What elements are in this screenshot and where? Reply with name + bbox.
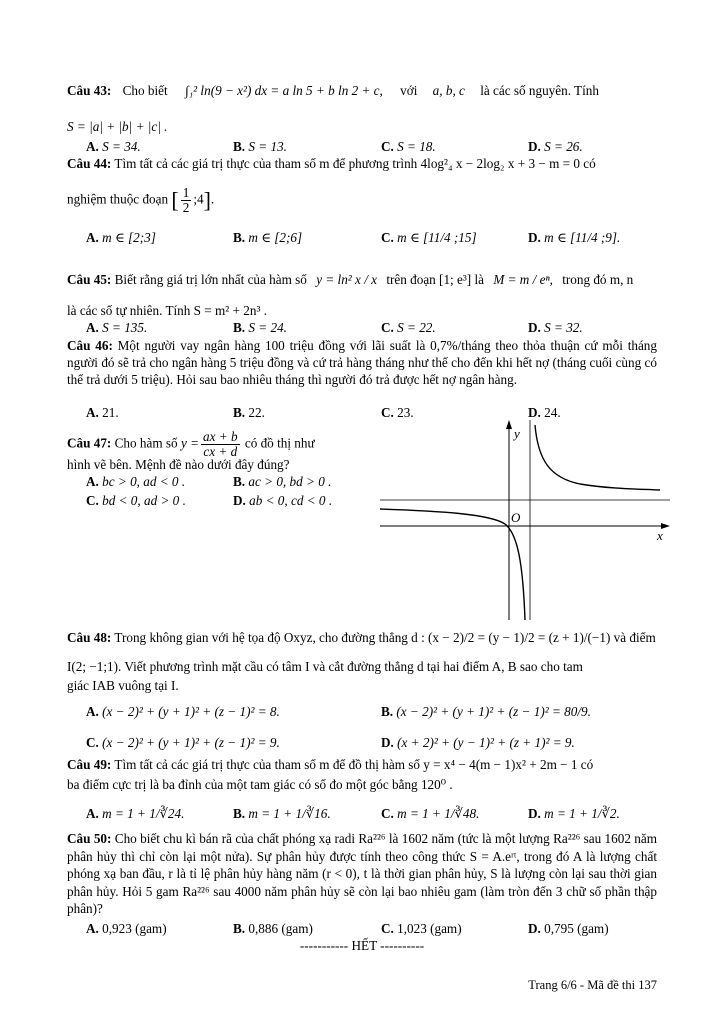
q45-option-d: D. S = 32.: [528, 320, 583, 335]
page-footer: Trang 6/6 - Mã đề thi 137: [528, 978, 657, 992]
q47-line2: hình vẽ bên. Mệnh đề nào dưới đây đúng?: [67, 457, 290, 472]
q44-line2: nghiệm thuộc đoạn [ $\frac{1}{2}$ ;4].: [67, 185, 215, 215]
q50-option-c: C. 1,023 (gam): [381, 921, 462, 936]
q47-option-b: B. ac > 0, bd > 0 .: [233, 474, 332, 489]
q50-label: Câu 50:: [67, 831, 112, 846]
q45-max: M = m / eⁿ,: [493, 272, 553, 287]
q48-option-b: B. (x − 2)² + (y + 1)² + (z − 1)² = 80/9.: [381, 704, 591, 719]
q47-label: Câu 47:: [67, 435, 112, 451]
q48-text: Trong không gian với hệ tọa độ Oxyz, cho đường thẳng d : (x − 2)/2 = (y − 1)/2 = (z + 1)/(−1) và điểm: [114, 630, 656, 645]
q43-label: Câu 43:: [67, 83, 112, 98]
q47-func-num: ax + b: [203, 429, 238, 444]
q43-vars: a, b, c: [432, 83, 465, 98]
q50-option-a: A. 0,923 (gam): [86, 921, 167, 936]
q43-line1: [67, 83, 599, 99]
q44-line2-prefix: nghiệm thuộc đoạn: [67, 191, 169, 207]
q49-line2: ba điểm cực trị là ba đỉnh của một tam giác có số đo một góc bằng 120⁰ .: [67, 777, 453, 792]
q49-label: Câu 49:: [67, 757, 112, 772]
q47-func-den: cx + d: [203, 444, 238, 459]
q46-option-c: C. 23.: [381, 405, 414, 420]
graph-branch-right: [535, 425, 660, 490]
q46-text-block: [67, 337, 657, 388]
end-marker: ----------- HẾT ----------: [299, 938, 425, 953]
q48-line2: I(2; −1;1). Viết phương trình mặt cầu có tâm I và cắt đường thẳng d tại hai điểm A, B sao cho tam: [67, 659, 583, 674]
q48-option-c: C. (x − 2)² + (y + 1)² + (z − 1)² = 9.: [86, 735, 280, 750]
q47-option-d: D. ab < 0, cd < 0 .: [233, 493, 333, 508]
x-axis-label: x: [657, 528, 663, 543]
q48-label: Câu 48:: [67, 630, 112, 645]
q46-option-a: A. 21.: [86, 405, 119, 420]
q43-text-c: là các số nguyên. Tính: [480, 83, 599, 98]
q47-option-c: C. bd < 0, ad > 0 .: [86, 493, 186, 508]
q45-option-c: C. S = 22.: [381, 320, 436, 335]
q45-line1: [67, 272, 633, 288]
q50-option-d: D. 0,795 (gam): [528, 921, 609, 936]
y-axis-arrow-icon: [506, 420, 512, 429]
q48-option-d: D. (x + 2)² + (y − 1)² + (z + 1)² = 9.: [381, 735, 575, 750]
q49-option-d: D. m = 1 + 1/∛2.: [528, 806, 620, 821]
q48-option-a: A. (x − 2)² + (y + 1)² + (z − 1)² = 8.: [86, 704, 280, 719]
origin-label: O: [511, 510, 521, 525]
q50-text-block: [67, 830, 657, 918]
q43-text-a: Cho biết: [122, 83, 168, 98]
q46-text: Một người vay ngân hàng 100 triệu đồng với lãi suất là 0,7%/tháng theo thỏa thuận cứ mỗi tháng người đó sẽ trả cho ngân hàng 5 triệu đồng và cứ trả hàng tháng như thế cho đến khi hết nợ (tháng cuối cùng có thể trả dưới 5 triệu). Hỏi sau bao nhiêu tháng thì người đó trả được hết nợ ngân hàng.: [67, 338, 657, 387]
q48-line3: giác IAB vuông tại I.: [67, 678, 179, 693]
q44-line1: [67, 156, 596, 172]
q45-label: Câu 45:: [67, 272, 112, 287]
q43-text-b: với: [400, 83, 418, 98]
q48-line1: [67, 630, 656, 646]
q45-text-c: trong đó m, n: [562, 272, 634, 287]
q44-interval-num: 1: [182, 185, 190, 200]
q44-text: Tìm tất cả các giá trị thực của tham số m để phương trình 4log²₄ x − 2log₂ x + 3 − m = 0 có: [114, 156, 596, 171]
q44-option-a: A. m ∈ [2;3]: [86, 230, 156, 245]
q49-option-b: B. m = 1 + 1/∛16.: [233, 806, 331, 821]
q44-option-c: C. m ∈ [11/4 ;15]: [381, 230, 477, 245]
y-axis-label: y: [514, 426, 520, 441]
q49-text: Tìm tất cả các giá trị thực của tham số m để đồ thị hàm số y = x⁴ − 4(m − 1)x² + 2m − 1 có: [114, 757, 594, 772]
q47-line1: Câu 47: Cho hàm số y = $\frac{ax + b}{cx + d}$ có đồ thị như: [67, 429, 315, 459]
q44-option-b: B. m ∈ [2;6]: [233, 230, 303, 245]
q46-option-b: B. 22.: [233, 405, 265, 420]
q45-text-a: Biết rằng giá trị lớn nhất của hàm số: [114, 272, 307, 287]
q47-text-a: Cho hàm số: [114, 435, 178, 451]
q45-text-b: trên đoạn [1; e³] là: [386, 272, 485, 287]
q44-interval-rest: ;4: [193, 191, 204, 207]
q50-option-b: B. 0,886 (gam): [233, 921, 313, 936]
q44-label: Câu 44:: [67, 156, 112, 171]
q43-integral: ∫₁² ln(9 − x²) dx = a ln 5 + b ln 2 + c,: [184, 83, 383, 98]
q46-option-d: D. 24.: [528, 405, 561, 420]
q43-line2: S = |a| + |b| + |c| .: [67, 119, 168, 134]
q47-text-b: có đồ thị như: [244, 435, 315, 451]
q43-option-a: A. S = 34.: [86, 139, 141, 154]
q47-option-a: A. bc > 0, ad < 0 .: [86, 474, 186, 489]
q44-option-d: D. m ∈ [11/4 ;9].: [528, 230, 621, 245]
q47-graph: [380, 420, 670, 620]
q49-option-c: C. m = 1 + 1/∛48.: [381, 806, 480, 821]
q49-line1: [67, 757, 593, 773]
q45-func: y = ln² x / x: [316, 272, 378, 287]
q43-option-d: D. S = 26.: [528, 139, 583, 154]
q45-option-a: A. S = 135.: [86, 320, 148, 335]
q45-option-b: B. S = 24.: [233, 320, 287, 335]
q43-option-b: B. S = 13.: [233, 139, 287, 154]
q44-interval-den: 2: [182, 200, 190, 215]
q50-text: Cho biết chu kì bán rã của chất phóng xạ radi Ra²²⁶ là 1602 năm (tức là một lượng Ra²²⁶ sau 1602 năm phân hủy thì chỉ còn lại một nửa). Sự phân hủy được tính theo công thức S = A.eʳᵗ, trong đó A là lượng chất phóng xạ ban đầu, r là tỉ lệ phân hủy hàng năm (r < 0), t là thời gian phân hủy, S là lượng còn lại sau thời gian phân hủy. Hỏi 5 gam Ra²²⁶ sau 4000 năm phân hủy sẽ còn lại bao nhiêu gam (làm tròn đến 3 chữ số phần thập phân)?: [67, 831, 658, 916]
q46-label: Câu 46:: [67, 338, 113, 353]
q45-line2: là các số tự nhiên. Tính S = m² + 2n³ .: [67, 303, 268, 318]
q43-option-c: C. S = 18.: [381, 139, 436, 154]
q49-option-a: A. m = 1 + 1/∛24.: [86, 806, 185, 821]
